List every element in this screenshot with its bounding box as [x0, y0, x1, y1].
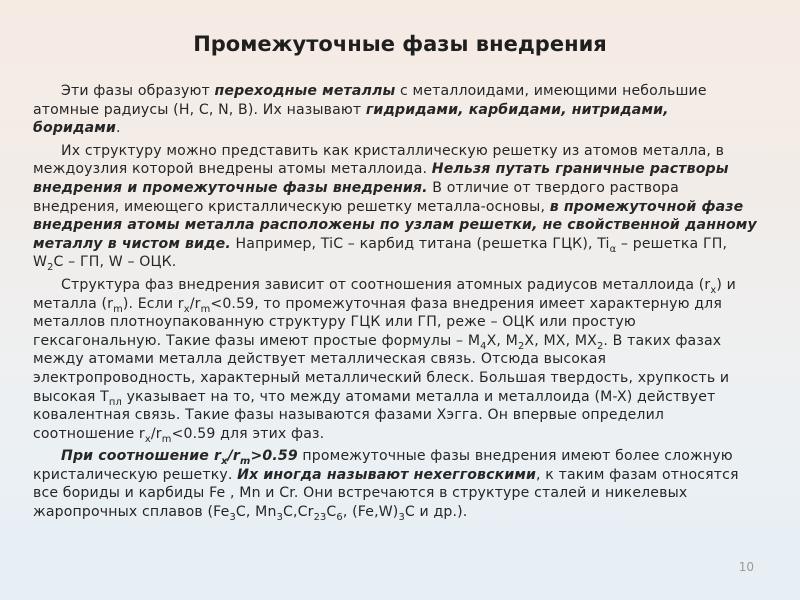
text-run: Например, TiC – карбид титана (решетка ГЦК), Ti	[230, 235, 610, 252]
text-run: <0.59 для этих фаз.	[171, 425, 325, 442]
subscript: 3	[229, 511, 236, 523]
page-number: 10	[738, 560, 754, 574]
emphasis-text: гидридами, карбидами, нитридами, боридами	[33, 101, 669, 137]
text-run: ). Если r	[122, 295, 184, 312]
text-run: C,Cr	[283, 504, 314, 521]
subscript: 2	[517, 340, 525, 352]
emphasis-text: >0.59	[250, 448, 298, 465]
subscript: 3	[276, 511, 283, 523]
subscript: 2	[596, 340, 604, 352]
subscript: 23	[313, 511, 327, 523]
subscript: m	[113, 303, 123, 315]
text-run: В отличие от твердого раствора внедрения, имеющего кристаллическую решетку металла-основы,	[33, 179, 679, 215]
slide-title: Промежуточные фазы внедрения	[193, 32, 607, 56]
subscript: 6	[336, 511, 343, 523]
subscript: m	[240, 456, 251, 468]
text-run: .	[115, 120, 121, 137]
text-run: – решетка ГП, W	[33, 235, 728, 271]
paragraph	[33, 447, 760, 521]
text-run: указывает на то, что между атомами металла и металлоида (M-X) действует ковалентная связь. Такие фазы называются фазами Хэгга. Он впервые определил соотношение r	[33, 388, 716, 442]
subscript: x	[221, 456, 228, 468]
emphasis-text: переходные металлы	[214, 83, 396, 99]
paragraph	[33, 142, 760, 272]
text-run: <0.59, то промежуточная фаза внедрения имеет характерную для металлов плотноупакованную структуру ГЦК или ГП, реже – ОЦК или простую гексагональную. Такие фазы имеют простые формулы – M	[33, 295, 722, 349]
text-run: . В таких фазах между атомами металла действует металлическая связь. Отсюда высокая электропроводность, характерный металлический блеск. Большая твердость, хрупкость и высокая T	[33, 332, 730, 405]
subscript: 3	[398, 511, 405, 523]
text-run: X, MX, MX	[524, 332, 597, 349]
text-run: X, M	[486, 332, 518, 349]
subscript: m	[161, 433, 172, 445]
emphasis-text: в промежуточной фазе внедрения атомы металла расположены по узлам решетки, не свойственной данному металлу в чистом виде.	[33, 198, 757, 252]
text-run: C и др.).	[404, 504, 468, 521]
text-run: Эти фазы образуют	[61, 83, 215, 99]
text-run: , к таким фазам относятся все бориды и карбиды Fe , Mn и Cr. Они встречаются в структуре сталей и никелевых жаропрочных сплавов (Fe	[33, 466, 739, 521]
text-run: , (Fe,W)	[342, 504, 399, 521]
emphasis-text: Их иногда называют нехегговскими	[237, 466, 537, 483]
text-run: ) и металла (r	[33, 276, 736, 312]
subscript: 4	[480, 340, 487, 352]
text-run: C	[326, 504, 337, 521]
paragraph	[33, 276, 760, 443]
subscript: x	[183, 303, 190, 315]
text-run: с металлоидами, имеющими небольшие атомные радиусы (H, C, N, B). Их называют	[33, 83, 707, 118]
text-run: Их структуру можно представить как кристаллическую решетку из атомов металла, в междоузлия которой внедрены атомы металлоида.	[33, 142, 725, 178]
subscript: 2	[47, 262, 54, 274]
paragraph	[33, 82, 760, 138]
text-run: Структура фаз внедрения зависит от соотношения атомных радиусов металлоида (r	[61, 276, 711, 293]
emphasis-text: Нельзя путать граничные растворы внедрения и промежуточные фазы внедрения.	[33, 161, 729, 196]
subscript: пл	[108, 396, 122, 408]
text-run: промежуточные фазы внедрения имеют более сложную кристалическую решетку.	[33, 448, 733, 483]
subscript: m	[200, 303, 211, 315]
text-run: C, Mn	[235, 504, 277, 521]
emphasis-text: /r	[227, 448, 241, 465]
text-run: C – ГП, W – ОЦК.	[53, 254, 177, 271]
subscript: α	[609, 243, 617, 255]
slide-body	[33, 82, 760, 526]
subscript: x	[710, 284, 717, 296]
subscript: x	[144, 433, 151, 445]
text-run: /r	[150, 425, 162, 442]
text-run: /r	[189, 295, 201, 312]
emphasis-text: При соотношение r	[61, 448, 222, 465]
